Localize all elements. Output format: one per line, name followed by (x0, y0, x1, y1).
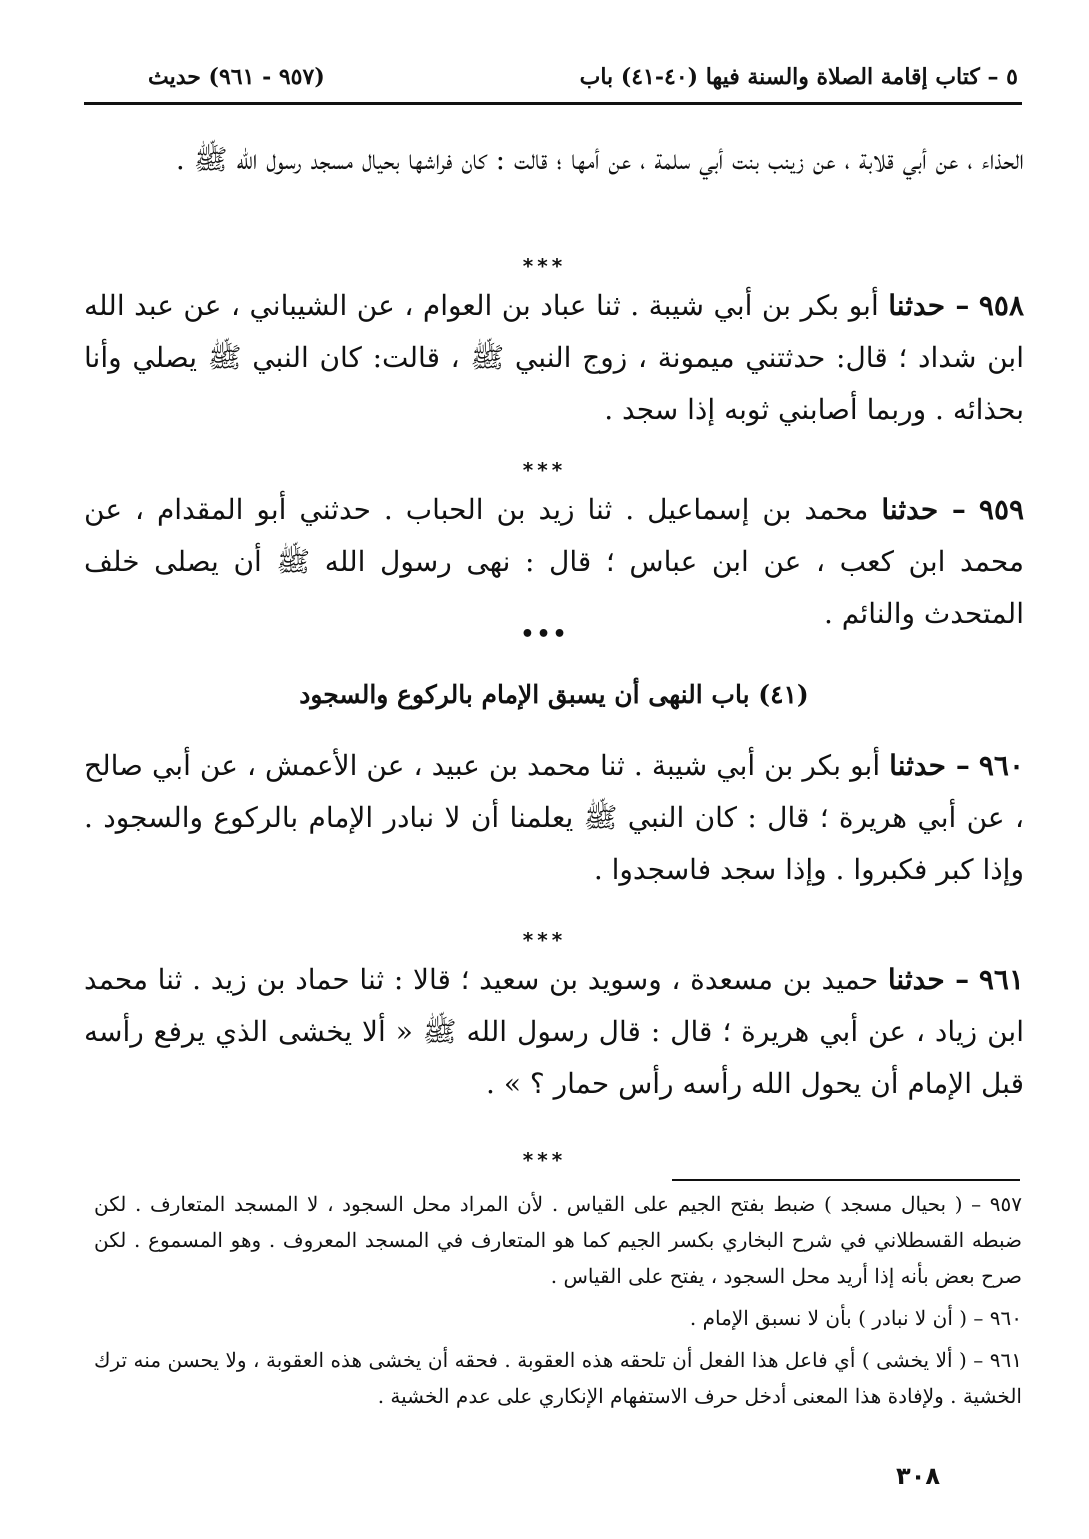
separator-stars: *** (522, 1148, 567, 1172)
hadith-text: حميد بن مسعدة ، وسويد بن سعيد ؛ قالا : ثنا حماد بن زيد . ثنا محمد ابن زياد ، عن أبي هريرة ؛ قال : قال رسول الله ﷺ « ألا يخشى الذي يرفع رأسه قبل الإمام أن يحول الله رأسه رأس حمار ؟ » . (84, 963, 1024, 1100)
page-number: ٣٠٨ (896, 1462, 940, 1490)
hadith-number: ٩٦٠ (978, 749, 1024, 782)
footnote-rule (672, 1179, 1020, 1181)
hadith-text: أبو بكر بن أبي شيبة . ثنا عباد بن العوام ، عن الشيباني ، عن عبد الله ابن شداد ؛ قال: حدثتني ميمونة ، زوج النبي ﷺ ، قالت: كان النبي ﷺ يصلي وأنا بحذائه . وربما أصابني ثوبه إذا سجد . (84, 289, 1024, 426)
hadith-957-continuation (84, 134, 1024, 186)
hadith-lead: – حدثنا (889, 749, 970, 782)
separator-stars: *** (522, 928, 567, 952)
footnote-960: ٩٦٠ – ( أن لا نبادر ) بأن لا نسبق الإمام . (689, 1306, 1022, 1330)
separator-stars: *** (522, 458, 567, 482)
running-header (88, 58, 1018, 102)
hadith-lead: – حدثنا (881, 493, 966, 526)
hadith-text: الحذاء ، عن أبي قلابة ، عن زينب بنت أبي سلمة ، عن أمها ؛ قالت : كان فراشها بحيال مسجد رسول الله ﷺ . (175, 143, 1024, 176)
separator-stars: *** (522, 254, 567, 278)
hadith-text: أبو بكر بن أبي شيبة . ثنا محمد بن عبيد ، عن الأعمش ، عن أبي صالح ، عن أبي هريرة ؛ قال : كان النبي ﷺ يعلمنا أن لا نبادر الإمام بالركوع والسجود . وإذا كبر فكبروا . وإذا سجد فاسجدوا . (84, 749, 1024, 886)
header-hadith-range: (٩٥٧ - ٩٦١) حديث (148, 64, 325, 90)
hadith-number: ٩٦١ (978, 963, 1025, 996)
footnotes (94, 1186, 1022, 1414)
footnote-961: ٩٦١ – ( ألا يخشى ) أي فاعل هذا الفعل أن تلحقه هذه العقوبة . فحقه أن يخشى هذه العقوبة ، ولا يحسن منه ترك الخشية . ولإفادة هذا المعنى أدخل حرف الاستفهام الإنكاري على عدم الخشية . (94, 1348, 1022, 1408)
chapter-title: (٤١) باب النهى أن يسبق الإمام بالركوع والسجود (299, 680, 809, 709)
hadith-lead: – حدثنا (888, 289, 970, 322)
hadith-958 (84, 280, 1024, 436)
hadith-lead: – حدثنا (887, 963, 970, 996)
footnote-957: ٩٥٧ – ( بحيال مسجد ) ضبط بفتح الجيم على القياس . لأن المراد محل السجود ، لا المسجد المتعارف . لكن ضبطه القسطلاني في شرح البخاري بكسر الجيم كما هو المتعارف في المسجد المعروف . وهو المسموع . لكن صرح بعض بأنه إذا أريد محل السجود ، يفتح على القياس . (94, 1192, 1023, 1288)
chapter-separator-dots: ••• (520, 622, 569, 647)
header-rule (84, 102, 1022, 105)
hadith-959 (84, 484, 1024, 640)
header-book-chapter: ٥ – كتاب إقامة الصلاة والسنة فيها (٤٠-٤١) باب (579, 64, 1018, 90)
hadith-961 (84, 954, 1024, 1110)
hadith-number: ٩٥٩ (978, 493, 1025, 526)
hadith-number: ٩٥٨ (978, 289, 1024, 322)
hadith-960 (84, 740, 1024, 896)
hadith-text: محمد بن إسماعيل . ثنا زيد بن الحباب . حدثني أبو المقدام ، عن محمد ابن كعب ، عن ابن عباس ؛ قال : نهى رسول الله ﷺ أن يصلى خلف المتحدث والنائم . (84, 493, 1024, 630)
